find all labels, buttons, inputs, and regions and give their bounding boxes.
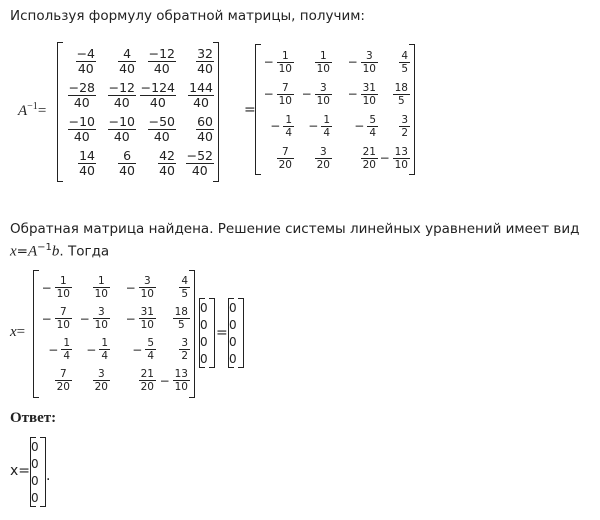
matrix-cell (176, 78, 214, 112)
fraction (139, 275, 156, 300)
vector-b (199, 298, 215, 368)
matrix-cell (176, 112, 214, 146)
answer-eq: = (18, 463, 31, 479)
denominator: 4 (369, 126, 376, 139)
matrix-cell (58, 112, 96, 146)
denominator: 20 (140, 381, 154, 393)
numerator: 3 (401, 113, 408, 126)
numerator: 18 (174, 306, 188, 318)
minus-sign: − (263, 87, 274, 101)
numerator: 4 (401, 49, 408, 62)
minus-sign: − (263, 55, 274, 69)
fraction (196, 47, 214, 76)
intro-text: Используя формулу обратной матрицы, получим: (10, 8, 365, 24)
numerator: −124 (140, 79, 175, 95)
fraction (315, 50, 332, 75)
lhs-equals: = (37, 103, 47, 119)
vector-entry: 0 (31, 456, 39, 471)
matrix-cell (378, 46, 410, 78)
equals-sign: = (244, 102, 256, 118)
matrix-cell (72, 365, 110, 396)
x-eq: = (16, 324, 26, 340)
numerator: 21 (362, 145, 376, 158)
matrix-cell (176, 44, 214, 78)
denominator: 10 (278, 62, 292, 75)
numerator: 5 (369, 113, 376, 126)
fraction (277, 50, 294, 75)
numerator: 1 (59, 275, 67, 287)
numerator: 4 (181, 275, 188, 287)
numerator: 3 (97, 306, 105, 318)
numerator: 7 (281, 145, 289, 158)
minus-sign: − (354, 119, 365, 133)
numerator: 1 (101, 337, 108, 349)
fraction (76, 47, 96, 76)
numerator: 60 (197, 113, 213, 129)
fraction (140, 81, 176, 110)
fraction (93, 275, 110, 300)
denominator: 40 (68, 95, 96, 110)
fraction (399, 114, 410, 139)
numerator: 42 (159, 147, 175, 163)
matrix-cell (332, 46, 378, 78)
answer-period: . (46, 468, 51, 484)
numerator: 13 (394, 145, 408, 158)
denominator: 40 (108, 129, 136, 144)
formula-eq: = (16, 243, 28, 260)
numerator: 144 (189, 79, 213, 95)
numerator: 18 (394, 81, 408, 94)
matrix-cell (294, 46, 332, 78)
formula-tail: . Тогда (59, 243, 110, 260)
fraction (55, 275, 72, 300)
denominator: 20 (278, 158, 292, 171)
denominator: 40 (159, 162, 175, 178)
denominator: 10 (362, 62, 376, 75)
minus-sign: − (48, 342, 59, 357)
matrix-cell (34, 272, 72, 303)
fraction (173, 306, 190, 331)
fraction (148, 115, 176, 144)
denominator: 40 (197, 128, 213, 144)
fraction (118, 47, 136, 76)
fraction (145, 337, 156, 362)
denominator: 40 (148, 61, 176, 76)
denominator: 4 (147, 350, 154, 362)
denominator: 40 (108, 95, 136, 110)
matrix-cell (96, 44, 136, 78)
numerator: −12 (148, 45, 175, 61)
inverse-matrix-big (57, 42, 219, 182)
numerator: 3 (319, 145, 327, 158)
fraction (399, 50, 410, 75)
denominator: 40 (148, 129, 176, 144)
fraction (158, 149, 176, 178)
numerator: −10 (68, 113, 95, 129)
formula-sup: −1 (37, 242, 52, 253)
numerator: 3 (143, 275, 151, 287)
denominator: 40 (188, 95, 214, 110)
fraction (179, 337, 190, 362)
matrix-cell (58, 78, 96, 112)
matrix-cell (34, 334, 72, 365)
matrix-cell (72, 303, 110, 334)
vector-result (228, 298, 244, 368)
numerator: 3 (97, 368, 105, 380)
matrix-cell (332, 78, 378, 110)
matrix-cell (156, 303, 190, 334)
fraction (55, 368, 72, 393)
vector-entry: 0 (200, 334, 208, 349)
numerator: 7 (59, 368, 67, 380)
matrix-cell (176, 146, 214, 180)
fraction (186, 149, 214, 178)
matrix-cell (72, 334, 110, 365)
matrix-cell (110, 334, 156, 365)
fraction (393, 82, 410, 107)
inverse-matrix-symbol (18, 101, 46, 120)
denominator: 40 (119, 60, 135, 76)
fraction (108, 115, 136, 144)
denominator: 5 (393, 94, 410, 107)
fraction (148, 47, 176, 76)
matrix-cell (332, 142, 378, 174)
numerator: 13 (174, 368, 188, 380)
fraction (93, 306, 110, 331)
denominator: 10 (56, 319, 70, 331)
fraction (139, 368, 156, 393)
answer-vector (30, 437, 46, 507)
denominator: 2 (181, 350, 188, 362)
numerator: 7 (59, 306, 67, 318)
inverse-matrix-simplified (255, 44, 415, 175)
matrix-cell (34, 365, 72, 396)
matrix-cell (294, 142, 332, 174)
numerator: −52 (186, 147, 213, 163)
numerator: 4 (123, 45, 132, 61)
denominator: 10 (394, 158, 408, 171)
numerator: −4 (76, 45, 95, 61)
fraction (173, 368, 190, 393)
vector-entry: 0 (31, 439, 39, 454)
matrix-cell (110, 365, 156, 396)
vector-entry: 0 (229, 334, 237, 349)
denominator: 10 (362, 94, 376, 107)
fraction (108, 81, 136, 110)
matrix-cell (294, 78, 332, 110)
fraction (55, 306, 72, 331)
fraction (321, 114, 332, 139)
matrix-cell (136, 112, 176, 146)
vector-entry: 0 (229, 351, 237, 366)
vector-entry: 0 (31, 490, 39, 505)
denominator: 40 (79, 162, 95, 178)
matrix-cell (378, 142, 410, 174)
denominator: 40 (76, 61, 96, 76)
found-text: Обратная матрица найдена. Решение системы линейных уравнений имеет вид (10, 221, 580, 237)
fraction (196, 115, 214, 144)
fraction (277, 82, 294, 107)
minus-sign: − (125, 311, 136, 326)
denominator: 4 (285, 126, 292, 139)
numerator: 1 (97, 275, 105, 287)
equals-sign-2: = (216, 325, 228, 341)
minus-sign: − (301, 87, 312, 101)
matrix-cell (256, 110, 294, 142)
numerator: 1 (63, 337, 70, 349)
fraction (61, 337, 72, 362)
denominator: 4 (323, 126, 330, 139)
x-equals (10, 324, 25, 341)
vector-entry: 0 (200, 300, 208, 315)
numerator: 21 (140, 368, 154, 380)
denominator: 40 (68, 129, 96, 144)
solution-formula (10, 242, 109, 261)
numerator: 3 (181, 337, 188, 349)
numerator: 31 (140, 306, 154, 318)
vector-entry: 0 (229, 300, 237, 315)
matrix-cell (294, 110, 332, 142)
vector-entry: 0 (31, 473, 39, 488)
denominator: 4 (63, 350, 70, 362)
denominator: 10 (278, 94, 292, 107)
minus-sign: − (86, 342, 97, 357)
numerator: −50 (148, 113, 175, 129)
matrix-cell (156, 365, 190, 396)
numerator: 6 (123, 147, 132, 163)
denominator: 2 (401, 126, 408, 139)
matrix-cell (110, 303, 156, 334)
denominator: 4 (101, 350, 108, 362)
vector-entry: 0 (200, 317, 208, 332)
numerator: 3 (319, 81, 327, 94)
fraction (393, 146, 410, 171)
fraction (315, 146, 332, 171)
fraction (361, 82, 378, 107)
denominator: 20 (316, 158, 330, 171)
fraction (361, 50, 378, 75)
fraction (188, 81, 214, 110)
matrix-cell (256, 142, 294, 174)
matrix-cell (136, 146, 176, 180)
fraction (93, 368, 110, 393)
numerator: 1 (319, 49, 327, 62)
denominator: 10 (316, 62, 330, 75)
fraction (139, 306, 156, 331)
denominator: 10 (174, 381, 188, 393)
matrix-cell (378, 78, 410, 110)
denominator: 5 (181, 288, 188, 300)
numerator: 1 (323, 113, 330, 126)
fraction (315, 82, 332, 107)
numerator: −10 (108, 113, 135, 129)
vector-entry: 0 (229, 317, 237, 332)
minus-sign: − (132, 342, 143, 357)
matrix-cell (72, 272, 110, 303)
matrix-cell (156, 334, 190, 365)
matrix-cell (256, 78, 294, 110)
matrix-cell (332, 110, 378, 142)
denominator: 10 (94, 288, 108, 300)
fraction (99, 337, 110, 362)
denominator: 10 (56, 288, 70, 300)
numerator: 32 (197, 45, 213, 61)
numerator: −28 (68, 79, 95, 95)
matrix-cell (96, 78, 136, 112)
matrix-cell (136, 78, 176, 112)
denominator: 5 (173, 318, 190, 331)
minus-sign: − (270, 119, 281, 133)
minus-sign: − (79, 311, 90, 326)
denominator: 10 (316, 94, 330, 107)
numerator: 5 (147, 337, 154, 349)
fraction (179, 275, 190, 300)
minus-sign: − (125, 280, 136, 295)
fraction (68, 115, 96, 144)
matrix-cell (96, 112, 136, 146)
matrix-cell (58, 146, 96, 180)
minus-sign: − (159, 373, 170, 388)
minus-sign: − (41, 311, 52, 326)
minus-sign: − (347, 55, 358, 69)
inverse-matrix-copy (33, 270, 195, 398)
answer-x: x (10, 463, 19, 479)
numerator: 7 (281, 81, 289, 94)
numerator: −12 (108, 79, 135, 95)
answer-label: Ответ: (10, 410, 57, 426)
matrix-cell (34, 303, 72, 334)
x-label: x (10, 324, 17, 340)
denominator: 20 (94, 381, 108, 393)
denominator: 20 (362, 158, 376, 171)
fraction (78, 149, 96, 178)
formula-b: b (51, 243, 60, 260)
numerator: 31 (362, 81, 376, 94)
vector-entry: 0 (200, 351, 208, 366)
minus-sign: − (41, 280, 52, 295)
denominator: 40 (119, 162, 135, 178)
matrix-cell (110, 272, 156, 303)
fraction (68, 81, 96, 110)
lhs-label: A (18, 103, 28, 119)
numerator: 3 (365, 49, 373, 62)
matrix-cell (378, 110, 410, 142)
lhs-sup: −1 (27, 101, 38, 112)
fraction (283, 114, 294, 139)
answer-x-equals (10, 463, 30, 479)
denominator: 10 (140, 319, 154, 331)
formula-x: x (10, 243, 17, 260)
denominator: 40 (186, 163, 214, 178)
denominator: 20 (56, 381, 70, 393)
denominator: 10 (94, 319, 108, 331)
denominator: 40 (140, 95, 176, 110)
minus-sign: − (308, 119, 319, 133)
matrix-cell (136, 44, 176, 78)
fraction (118, 149, 136, 178)
fraction (367, 114, 378, 139)
numerator: 14 (79, 147, 95, 163)
denominator: 5 (401, 62, 408, 75)
matrix-cell (256, 46, 294, 78)
formula-a: A (27, 243, 38, 260)
numerator: 1 (285, 113, 292, 126)
fraction (361, 146, 378, 171)
denominator: 40 (197, 60, 213, 76)
matrix-cell (96, 146, 136, 180)
minus-sign: − (347, 87, 358, 101)
numerator: 1 (281, 49, 289, 62)
minus-sign: − (379, 151, 390, 165)
fraction (277, 146, 294, 171)
matrix-cell (58, 44, 96, 78)
denominator: 10 (140, 288, 154, 300)
matrix-cell (156, 272, 190, 303)
